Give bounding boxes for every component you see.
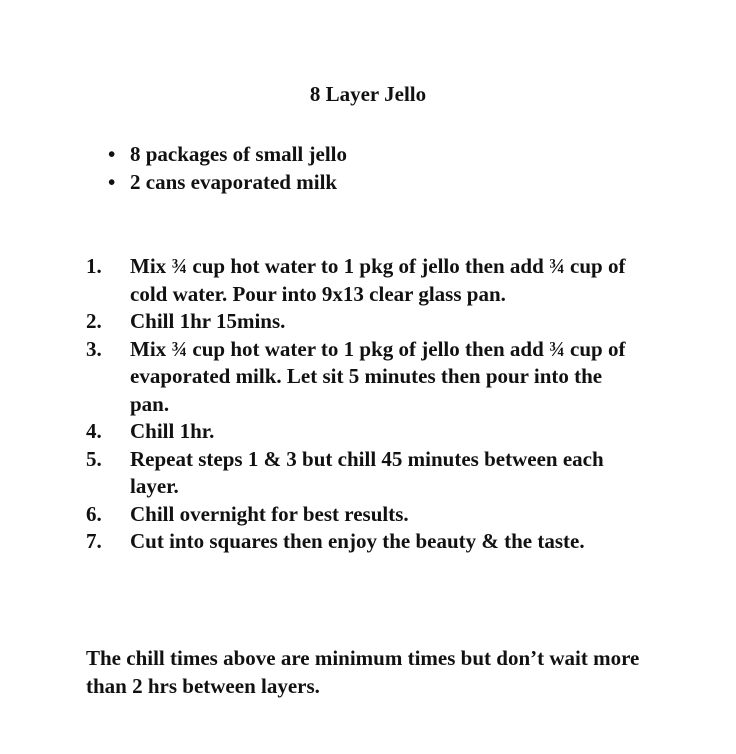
step-text: Mix ¾ cup hot water to 1 pkg of jello then add ¾ cup of cold water. Pour into 9x13 clear glass pan. bbox=[130, 254, 626, 306]
step-item bbox=[86, 528, 646, 556]
ingredient-text: 8 packages of small jello bbox=[130, 142, 347, 166]
step-item bbox=[86, 446, 646, 501]
step-text: Cut into squares then enjoy the beauty & the taste. bbox=[130, 529, 585, 553]
instruction-list bbox=[86, 253, 646, 556]
step-text: Chill overnight for best results. bbox=[130, 501, 409, 526]
step-item bbox=[86, 501, 646, 529]
step-number: 7. bbox=[86, 529, 102, 553]
step-item bbox=[86, 308, 646, 336]
ingredient-item bbox=[108, 140, 347, 168]
bullet-icon: • bbox=[108, 170, 116, 194]
ingredient-text: 2 cans evaporated milk bbox=[130, 170, 338, 194]
step-number: 6. bbox=[86, 501, 102, 526]
step-item bbox=[86, 418, 646, 446]
bullet-icon: • bbox=[108, 142, 116, 166]
step-number: 2. bbox=[86, 309, 102, 333]
recipe-title: 8 Layer Jello bbox=[309, 82, 427, 106]
step-item bbox=[86, 336, 646, 419]
step-number: 3. bbox=[86, 336, 102, 361]
step-number: 4. bbox=[86, 419, 102, 443]
step-text: Repeat steps 1 & 3 but chill 45 minutes between each layer. bbox=[130, 446, 604, 498]
step-item bbox=[86, 253, 646, 308]
step-number: 1. bbox=[86, 254, 102, 278]
step-number: 5. bbox=[86, 446, 102, 471]
step-text: Mix ¾ cup hot water to 1 pkg of jello then add ¾ cup of evaporated milk. Let sit 5 minutes then pour into the pan. bbox=[130, 336, 626, 416]
ingredient-list bbox=[108, 140, 347, 196]
footer-note: The chill times above are minimum times but don’t wait more than 2 hrs between layers. bbox=[86, 646, 640, 698]
step-text: Chill 1hr. bbox=[130, 419, 215, 443]
step-text: Chill 1hr 15mins. bbox=[130, 309, 286, 333]
ingredient-item bbox=[108, 168, 347, 196]
